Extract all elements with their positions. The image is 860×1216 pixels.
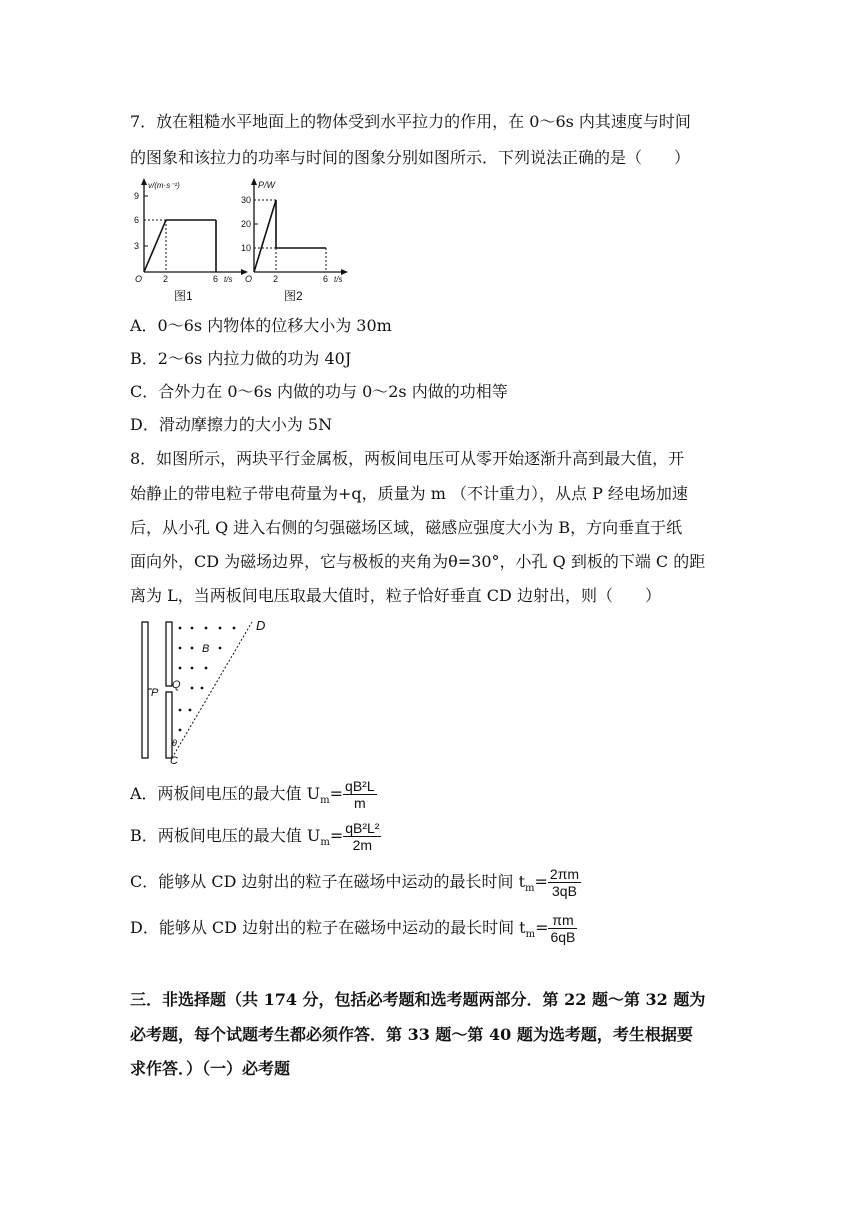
q7-option-a: A．0～6s 内物体的位移大小为 30m: [130, 316, 392, 335]
fig1-xtick-6: 6: [213, 274, 219, 284]
q8-option-d-sub: m: [525, 929, 536, 941]
q8-option-d-denominator: 6qB: [550, 929, 576, 945]
q7-option-c: C．合外力在 0～6s 内做的功与 0～2s 内做的功相等: [130, 382, 508, 401]
q8-label-q: Q: [172, 679, 181, 691]
section3-line-1: 三．非选择题（共 174 分，包括必考题和选考题两部分．第 22 题～第 32 题为: [130, 990, 706, 1009]
q8-option-c-text: C．能够从 CD 边射出的粒子在磁场中运动的最长时间 t: [130, 872, 526, 891]
q8-label-d: D: [256, 618, 266, 633]
fig1-caption: 图1: [174, 289, 193, 303]
q8-figure: [130, 616, 290, 766]
q8-option-a-sub: m: [320, 795, 330, 807]
q8-label-b: B: [202, 643, 210, 655]
fig2-xunit: t/s: [334, 275, 343, 284]
q7-option-b: B．2～6s 内拉力做的功为 40J: [130, 349, 352, 368]
fig2-ytick-20: 20: [241, 219, 252, 229]
q8-option-b: [130, 820, 381, 853]
q8-option-b-numerator: qB²L²: [345, 820, 380, 836]
fig2-xtick-2: 2: [273, 274, 279, 284]
fig2-ytick-10: 10: [241, 243, 252, 253]
q8-option-a-fraction: [343, 778, 377, 811]
q7-option-d: D．滑动摩擦力的大小为 5N: [130, 415, 333, 434]
q8-option-b-text: B．两板间电压的最大值 U: [130, 826, 321, 845]
q8-option-c: [130, 866, 581, 899]
fig2-xtick-6: 6: [323, 274, 329, 284]
fig1-xunit: t/s: [224, 275, 233, 284]
section3-line-2: 必考题，每个试题考生都必须作答．第 33 题～第 40 题为选考题，考生根据要: [130, 1025, 693, 1044]
q7-figure-2: [240, 176, 360, 306]
q8-option-a-eq: =: [329, 784, 344, 803]
q8-option-c-sub: m: [525, 883, 535, 895]
q8-option-c-denominator: 3qB: [552, 883, 577, 899]
fig1-ylabel: v/(m·s⁻¹): [148, 181, 180, 190]
q8-stem-line-1: 8．如图所示，两块平行金属板，两板间电压可从零开始逐渐升高到最大值，开: [130, 449, 685, 468]
q8-option-b-eq: =: [329, 826, 344, 845]
q8-option-b-sub: m: [320, 837, 330, 849]
q8-option-d: [130, 912, 577, 945]
q7-stem-line-2: 的图象和该拉力的功率与时间的图象分别如图所示．下列说法正确的是（ ）: [130, 148, 691, 167]
q8-option-b-fraction: [343, 820, 381, 853]
fig2-caption: 图2: [284, 289, 303, 303]
q8-option-c-eq: =: [534, 872, 548, 891]
q8-option-d-eq: =: [535, 918, 549, 937]
fig2-origin: O: [245, 274, 253, 284]
q8-option-d-text: D．能够从 CD 边射出的粒子在磁场中运动的最长时间 t: [130, 918, 526, 937]
q8-option-c-fraction: [548, 866, 581, 899]
section3-line-3: 求作答．）（一）必考题: [130, 1059, 291, 1078]
fig1-ytick-3: 3: [134, 241, 140, 251]
q8-option-b-denominator: 2m: [352, 837, 373, 853]
q8-label-c: C: [170, 755, 178, 766]
fig1-xtick-2: 2: [163, 274, 169, 284]
q8-label-theta: θ: [172, 738, 177, 748]
fig2-ytick-30: 30: [241, 195, 252, 205]
fig1-ytick-9: 9: [134, 191, 140, 201]
q8-option-c-numerator: 2πm: [549, 866, 580, 882]
q8-stem-line-3: 后，从小孔 Q 进入右侧的匀强磁场区域，磁感应强度大小为 B，方向垂直于纸: [130, 518, 683, 537]
q8-label-p: P: [151, 687, 159, 699]
q8-stem-line-5: 离为 L，当两板间电压取最大值时，粒子恰好垂直 CD 边射出，则（ ）: [130, 586, 661, 605]
q8-option-a: [130, 778, 377, 811]
q8-option-a-numerator: qB²L: [345, 778, 375, 794]
q7-stem-line-1: 7．放在粗糙水平地面上的物体受到水平拉力的作用，在 0～6s 内其速度与时间: [130, 112, 691, 131]
q8-stem-line-2: 始静止的带电粒子带电荷量为+q，质量为 m （不计重力），从点 P 经电场加速: [130, 484, 688, 503]
fig1-origin: O: [135, 274, 143, 284]
q8-option-a-text: A．两板间电压的最大值 U: [130, 784, 321, 803]
q8-stem-line-4: 面向外，CD 为磁场边界，它与极板的夹角为θ=30°，小孔 Q 到板的下端 C 的距: [130, 552, 706, 571]
q8-option-d-fraction: [548, 912, 577, 945]
q8-option-d-numerator: πm: [548, 912, 577, 929]
q7-figure-1: [130, 176, 253, 306]
fig1-ytick-6: 6: [134, 215, 140, 225]
q8-option-a-denominator: m: [353, 795, 366, 811]
fig2-ylabel: P/W: [258, 180, 275, 190]
